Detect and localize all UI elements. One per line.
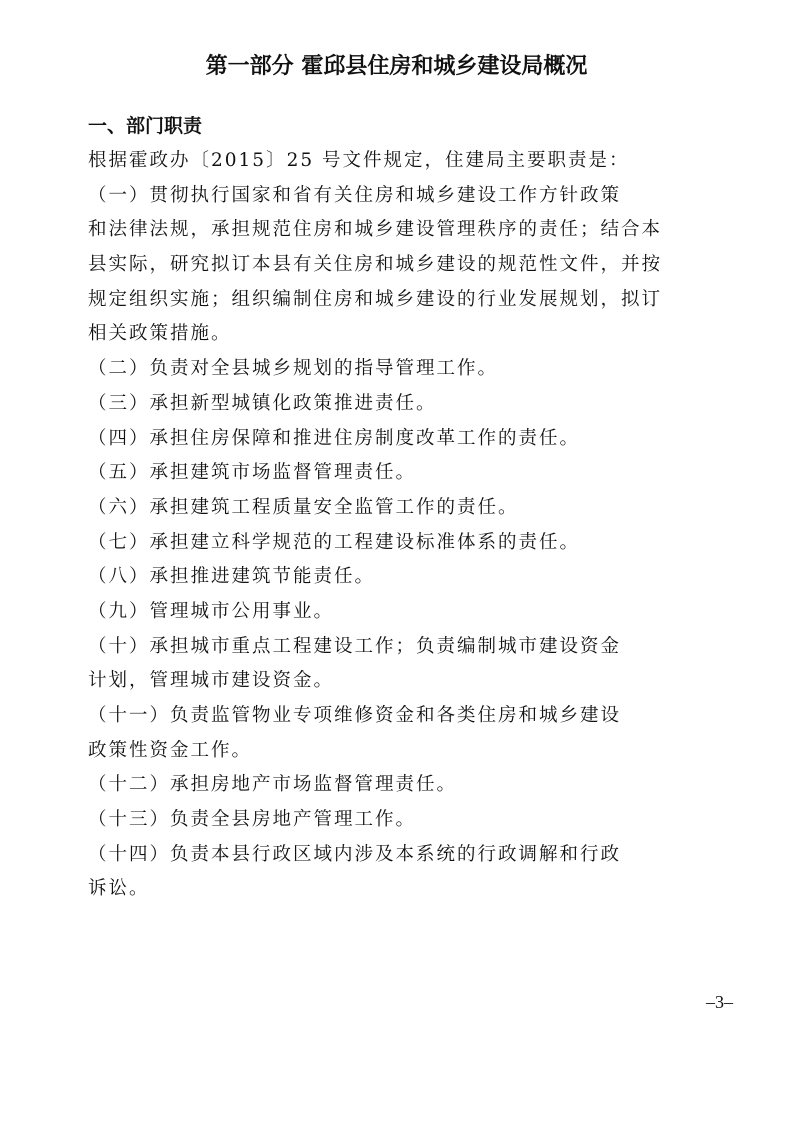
text-line: （十一）负责监管物业专项维修资金和各类住房和城乡建设 [88, 705, 622, 726]
text-line: （七）承担建立科学规范的工程建设标准体系的责任。 [88, 531, 581, 553]
text-line: 根据霍政办〔2015〕25 号文件规定，住建局主要职责是： [88, 150, 630, 171]
section-heading: 一、部门职责 [88, 115, 203, 137]
text-line: 诉讼。 [88, 878, 150, 900]
text-line: （四）承担住房保障和推进住房制度改革工作的责任。 [88, 427, 581, 449]
document-body [88, 144, 708, 907]
text-line: 和法律法规，承担规范住房和城乡建设管理秩序的责任；结合本 [88, 219, 663, 241]
text-line: （三）承担新型城镇化政策推进责任。 [88, 392, 437, 414]
text-line: （八）承担推进建筑节能责任。 [88, 566, 376, 588]
text-line: （六）承担建筑工程质量安全监管工作的责任。 [88, 496, 519, 518]
text-line: （十四）负责本县行政区域内涉及本系统的行政调解和行政 [88, 843, 622, 865]
text-line: （五）承担建筑市场监督管理责任。 [88, 462, 417, 484]
text-line: 相关政策措施。 [88, 323, 232, 345]
text-line: （十二）承担房地产市场监督管理责任。 [88, 774, 458, 796]
text-line: 县实际，研究拟订本县有关住房和城乡建设的规范性文件，并按 [88, 254, 663, 276]
text-line: 计划，管理城市建设资金。 [88, 670, 335, 692]
text-line: （十三）负责全县房地产管理工作。 [88, 809, 417, 831]
text-line: （二）负责对全县城乡规划的指导管理工作。 [88, 358, 499, 380]
text-line: 政策性资金工作。 [88, 739, 253, 761]
page-number: –3– [706, 992, 733, 1012]
text-line: （一）贯彻执行国家和省有关住房和城乡建设工作方针政策 [88, 184, 622, 206]
page-title: 第一部分 霍邱县住房和城乡建设局概况 [205, 54, 588, 79]
text-line: （九）管理城市公用事业。 [88, 600, 335, 622]
text-line: 规定组织实施；组织编制住房和城乡建设的行业发展规划，拟订 [88, 288, 663, 310]
text-line: （十）承担城市重点工程建设工作；负责编制城市建设资金 [88, 635, 622, 657]
